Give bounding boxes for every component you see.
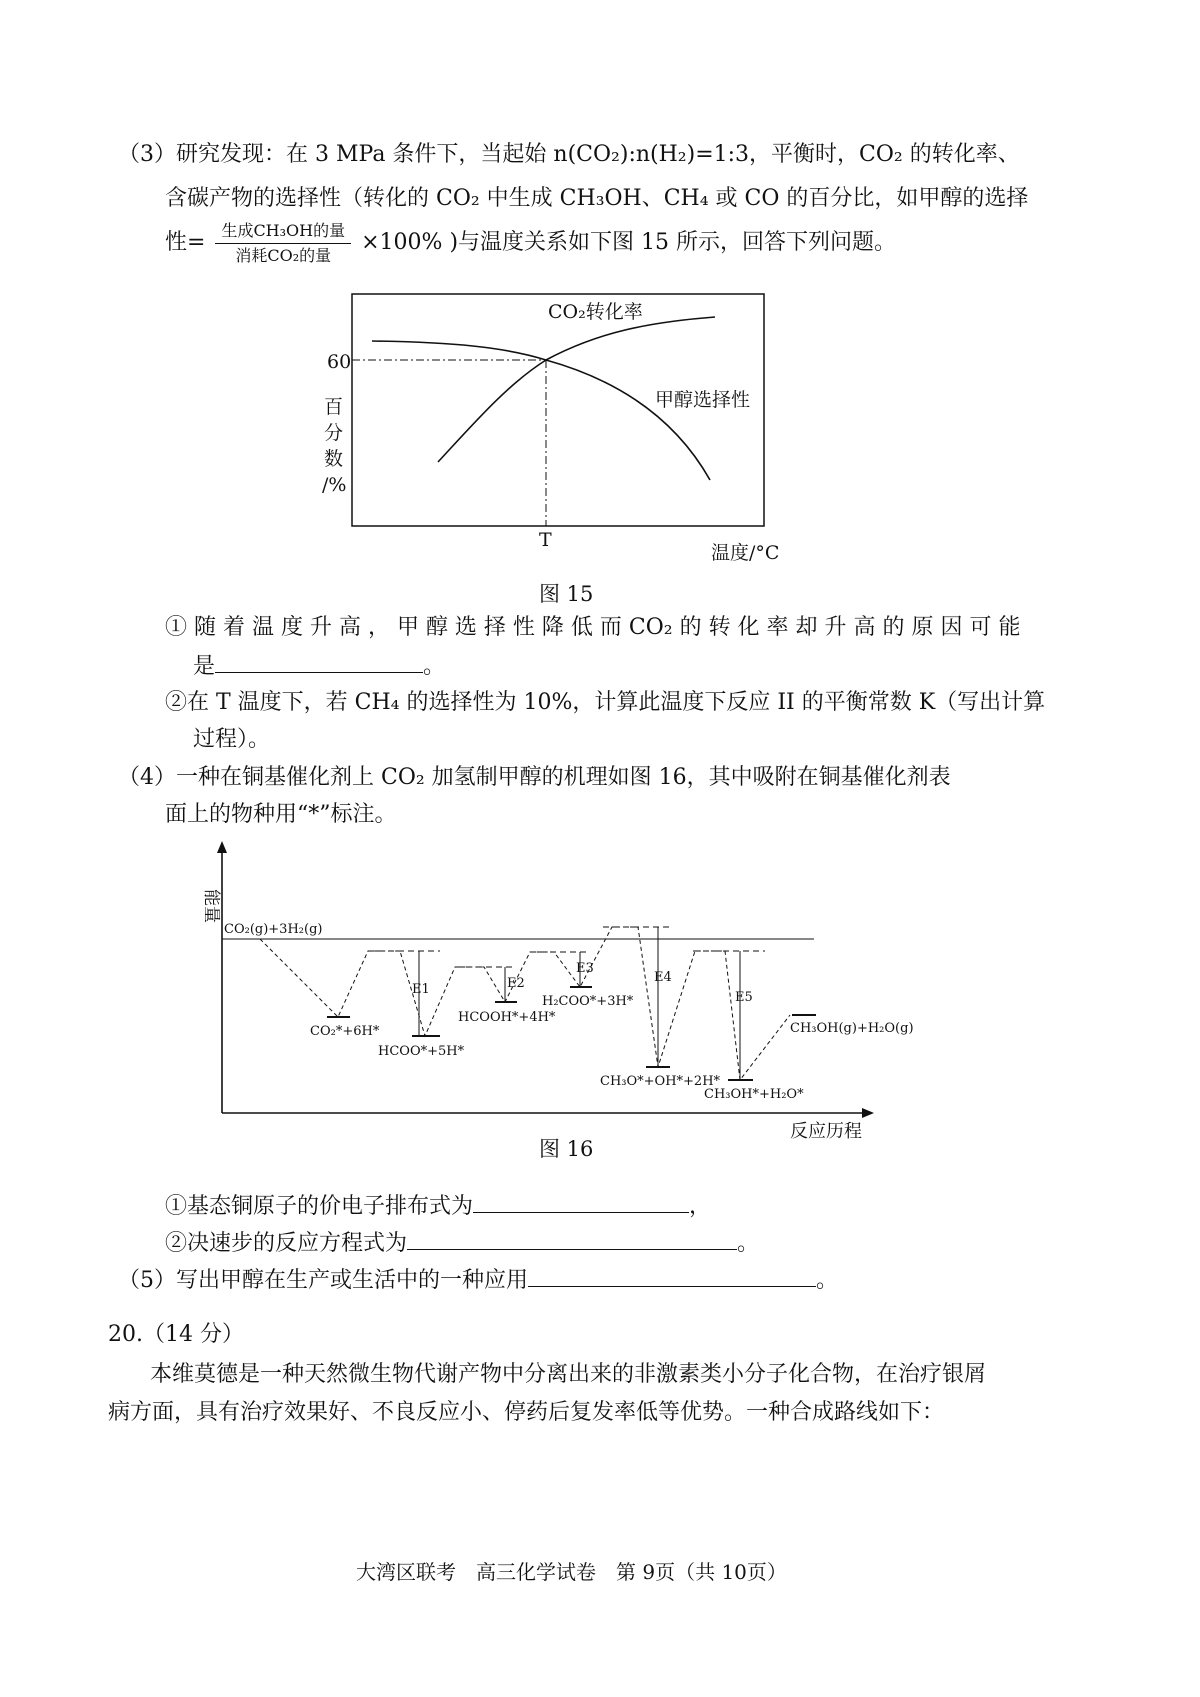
q3-sub1-prefix: 是	[193, 654, 216, 679]
ylabel-char-2: 分	[324, 422, 344, 444]
barrier-label-e4: E4	[654, 970, 672, 985]
q20-line-2: 病方面，具有治疗效果好、不良反应小、停药后复发率低等优势。一种合成路线如下：	[108, 1400, 945, 1425]
fraction-denominator: 消耗CO₂的量	[235, 245, 332, 265]
q4-sub2-suffix: 。	[737, 1231, 760, 1256]
q3-sub2-line-2: 过程）。	[193, 727, 271, 752]
q4-sub2-prefix: ②决速步的反应方程式为	[165, 1231, 408, 1256]
barrier-label-e5: E5	[735, 990, 753, 1005]
figure-15-caption: 图 15	[539, 582, 594, 606]
barrier-label-e2: E2	[507, 976, 525, 991]
x-axis-label: 温度/°C	[711, 542, 780, 564]
state-label-5: CH₃O*+OH*+2H*	[600, 1074, 721, 1089]
fraction-numerator: 生成CH₃OH的量	[215, 221, 351, 244]
q5-prefix: （5）写出甲醇在生产或生活中的一种应用	[118, 1268, 528, 1293]
answer-blank-electron-config[interactable]	[473, 1190, 689, 1213]
y-axis-arrow	[217, 841, 227, 853]
answer-blank-application[interactable]	[528, 1264, 816, 1287]
q5-suffix: 。	[816, 1268, 839, 1293]
q4-sub1-prefix: ①基态铜原子的价电子排布式为	[165, 1194, 474, 1219]
q3-line-3	[165, 220, 896, 266]
q3-sub1-line-2	[193, 650, 445, 682]
state-label-4: H₂COO*+3H*	[542, 994, 634, 1009]
q5-line	[118, 1264, 838, 1296]
state-label-7: CH₃OH(g)+H₂O(g)	[790, 1021, 914, 1036]
ylabel-char-3: 数	[324, 448, 344, 470]
q3-sub1-line-1: ① 随 着 温 度 升 高 ， 甲 醇 选 择 性 降 低 而 CO₂ 的 转 化 率 却 升 高 的 原 因 可 能	[165, 615, 1021, 640]
state-label-1: CO₂*+6H*	[310, 1024, 380, 1039]
figure-15-chart	[300, 280, 820, 570]
energy-axis-label: 能量	[201, 889, 221, 923]
selectivity-fraction	[215, 221, 351, 266]
q4-sub1	[165, 1190, 711, 1222]
page-footer: 大湾区联考 高三化学试卷 第 9页（共 10页）	[356, 1560, 787, 1584]
curve-label-methanol: 甲醇选择性	[655, 389, 751, 411]
start-label: CO₂(g)+3H₂(g)	[224, 922, 323, 937]
ylabel-char-1: 百	[324, 396, 344, 418]
figure-16-caption: 图 16	[539, 1137, 594, 1161]
q4-line-1: （4）一种在铜基催化剂上 CO₂ 加氢制甲醇的机理如图 16，其中吸附在铜基催化剂表	[118, 765, 951, 790]
q3-line-3-prefix: 性=	[165, 230, 206, 255]
x-tick-T: T	[539, 529, 552, 551]
curve-label-co2: CO₂转化率	[548, 301, 643, 323]
state-label-3: HCOOH*+4H*	[458, 1010, 556, 1025]
figure-16-energy-diagram	[190, 835, 914, 1145]
x-axis-arrow	[862, 1108, 874, 1118]
answer-blank-reason[interactable]	[215, 650, 423, 673]
q3-line-2: 含碳产物的选择性（转化的 CO₂ 中生成 CH₃OH、CH₄ 或 CO 的百分比，如甲醇的选择	[165, 186, 1029, 211]
q3-sub1-suffix: 。	[423, 654, 446, 679]
answer-blank-rate-step[interactable]	[407, 1227, 737, 1250]
ylabel-char-4: /%	[322, 474, 347, 496]
y-tick-60: 60	[327, 351, 352, 373]
state-label-6: CH₃OH*+H₂O*	[704, 1087, 804, 1102]
reaction-pathway	[260, 927, 790, 1080]
barrier-label-e3: E3	[576, 961, 594, 976]
x-axis-label-16: 反应历程	[790, 1121, 862, 1142]
q4-sub2	[165, 1227, 759, 1259]
q20-line-1: 本维莫德是一种天然微生物代谢产物中分离出来的非激素类小分子化合物，在治疗银屑	[150, 1362, 987, 1387]
q3-line-3-suffix: ×100% )与温度关系如下图 15 所示，回答下列问题。	[361, 230, 897, 255]
q4-sub1-suffix: ，	[689, 1194, 712, 1219]
barrier-label-e1: E1	[412, 982, 430, 997]
q3-line-1: （3）研究发现：在 3 MPa 条件下，当起始 n(CO₂):n(H₂)=1:3，平衡时，CO₂ 的转化率、	[118, 142, 1020, 167]
q20-header: 20.（14 分）	[108, 1322, 244, 1347]
state-label-2: HCOO*+5H*	[378, 1044, 465, 1059]
q3-sub2-line-1: ②在 T 温度下，若 CH₄ 的选择性为 10%，计算此温度下反应 II 的平衡常数 K（写出计算	[165, 690, 1046, 715]
q4-line-2: 面上的物种用“*”标注。	[165, 802, 397, 827]
